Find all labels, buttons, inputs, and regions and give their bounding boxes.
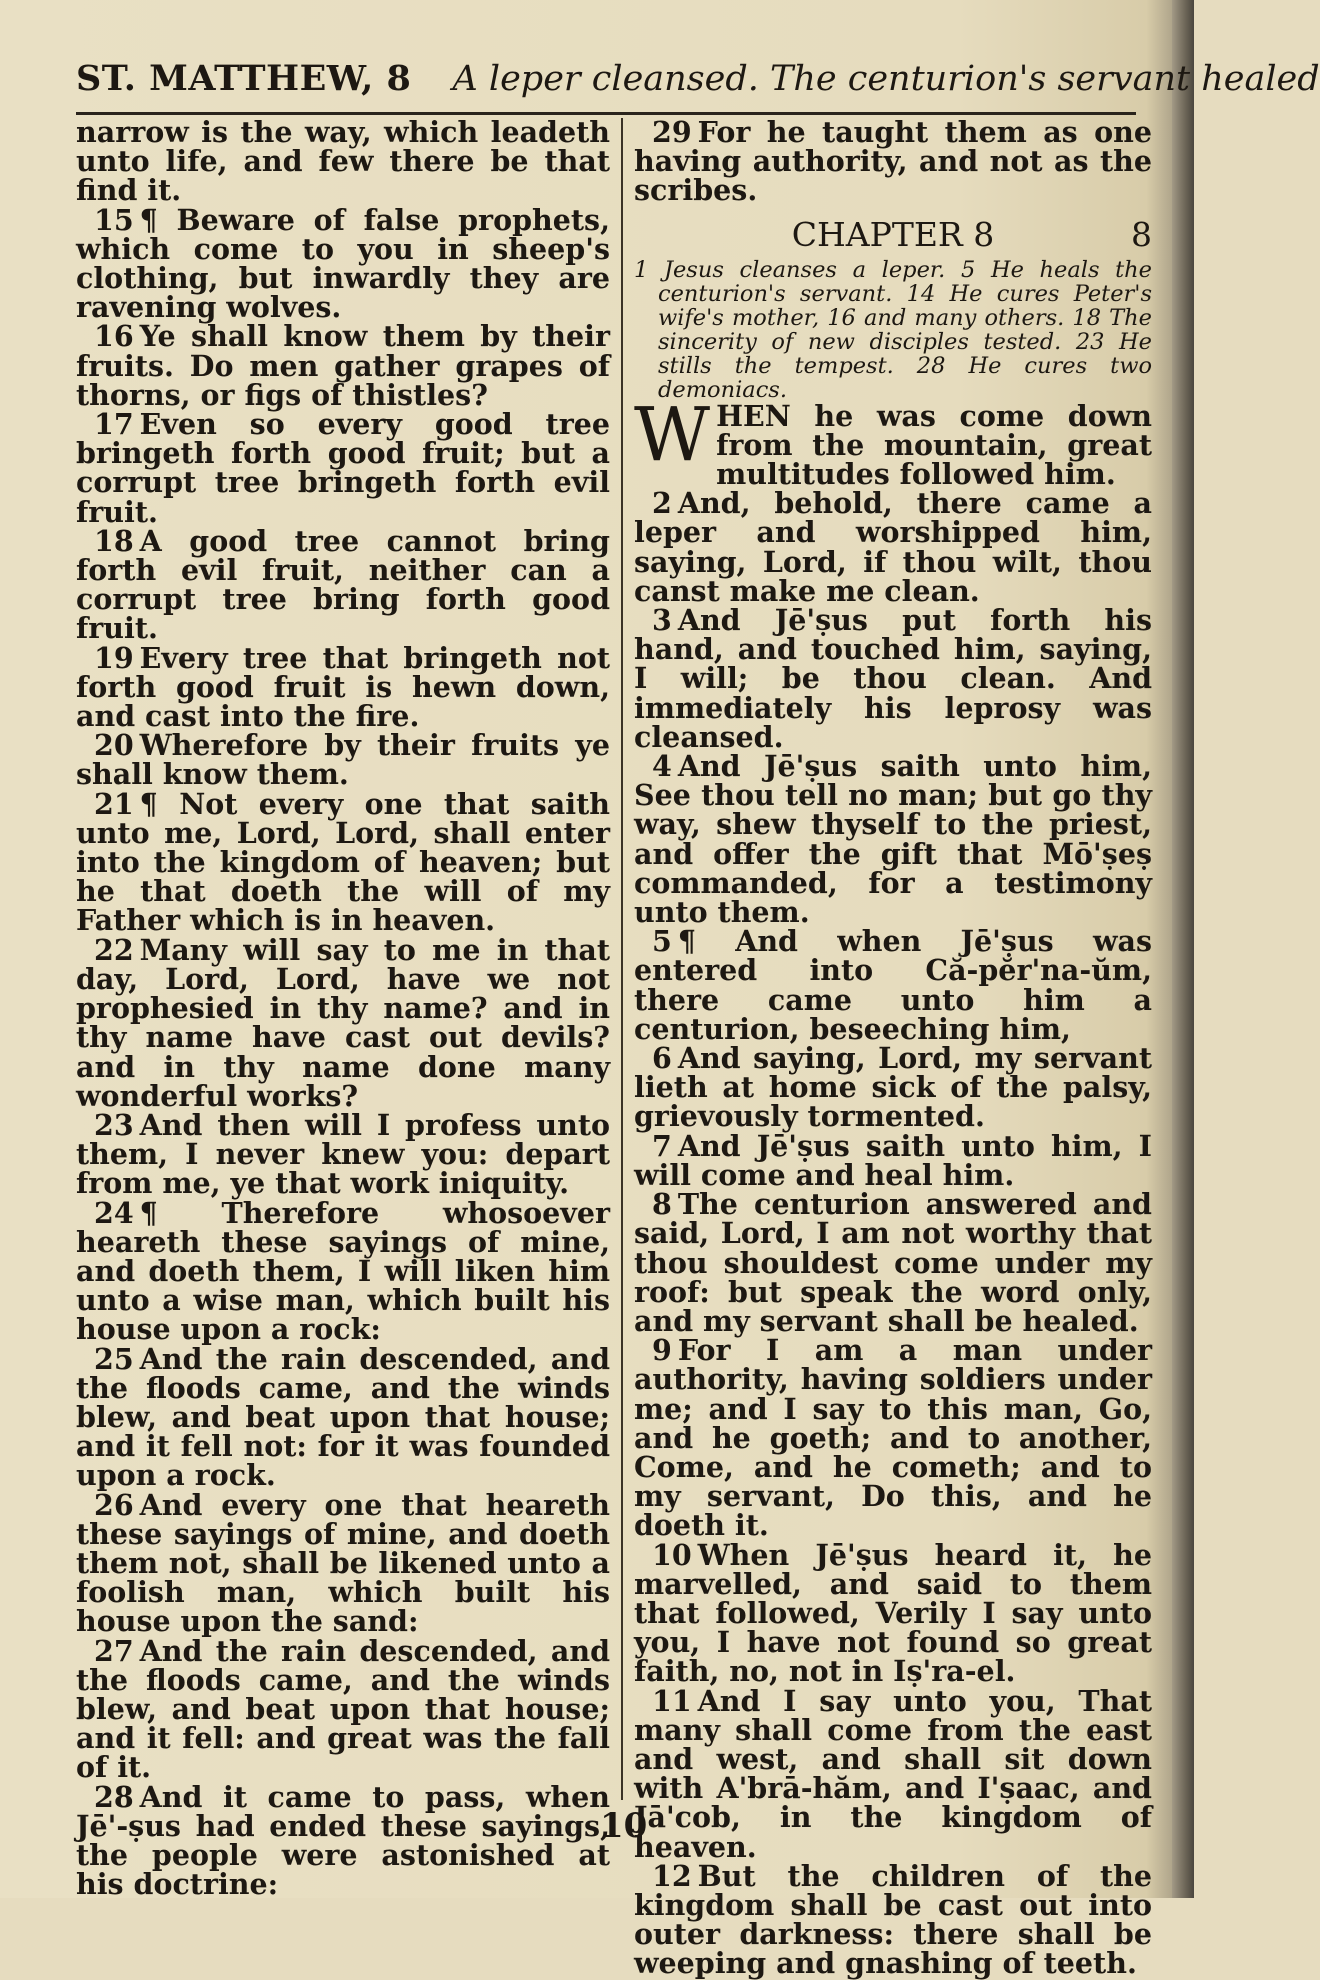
verse-5 xyxy=(634,924,1152,1046)
header-book: ST. MATTHEW, 8 xyxy=(76,58,412,99)
verse-text: ¶ And when Jē'ṣus was entered into Că-pĕr'na-ŭm, there came unto him a centurion, beseeching him, xyxy=(634,924,1152,1046)
verse-10 xyxy=(634,1537,1152,1689)
drop-cap: W xyxy=(634,391,711,478)
verse-text: And Jē'ṣus saith unto him, I will come and heal him. xyxy=(634,1128,1152,1192)
verse-number: 24 xyxy=(94,1195,134,1230)
verse-22 xyxy=(76,932,610,1113)
verse-24 xyxy=(76,1195,610,1347)
verse-number: 8 xyxy=(652,1187,672,1222)
chapter-title: CHAPTER 8 xyxy=(791,214,995,254)
verse-text: And then will I profess unto them, I never knew you: depart from me, ye that work iniquity. xyxy=(76,1107,610,1201)
verse-2 xyxy=(634,486,1152,608)
column-divider xyxy=(621,118,623,1800)
verse-number: 27 xyxy=(94,1633,134,1668)
right-verses xyxy=(634,486,1152,1980)
verse-number: 6 xyxy=(652,1041,672,1076)
verse-text: ¶ Beware of false prophets, which come to you in sheep's clothing, but inwardly they are ravening wolves. xyxy=(76,202,610,325)
verse-text: And I say unto you, That many shall come from the east and west, and shall sit down with A'brā-hăm, and I'ṣaac, and Jā'cob, in the kingdom of heaven. xyxy=(634,1683,1152,1864)
verse-11 xyxy=(634,1683,1152,1864)
verse-text: And it came to pass, when Jē'-ṣus had ended these sayings, the people were astonished at his doctrine: xyxy=(76,1779,610,1902)
verse-12 xyxy=(634,1858,1152,1980)
verse-25 xyxy=(76,1341,610,1493)
verse-number: 9 xyxy=(652,1333,672,1368)
verse-text: For he taught them as one having authority, and not as the scribes. xyxy=(634,115,1152,208)
verse-text: For I am a man under authority, having soldiers under me; and I say to this man, Go, and he goeth; and to another, Come, and he cometh; and to my servant, Do this, and he doeth it. xyxy=(634,1333,1152,1543)
verse-18 xyxy=(76,523,610,646)
verse-4 xyxy=(634,749,1152,930)
chapter-summary: 1 Jesus cleanses a leper. 5 He heals the centurion's servant. 14 He cures Peter's wife's mother, 16 and many others. 18 The sincerity of new disciples tested. 23 He stills the tempest. 28 He cures two demoniacs. xyxy=(634,256,1152,403)
verse-9 xyxy=(634,1333,1152,1543)
left-column xyxy=(76,115,610,1902)
verse-19 xyxy=(76,640,610,734)
running-header xyxy=(76,58,1320,108)
verse-15 xyxy=(76,202,610,325)
verse-number: 21 xyxy=(94,786,134,821)
verse-number: 10 xyxy=(652,1537,692,1572)
verse-28 xyxy=(76,1779,610,1902)
verse-text: ¶ Not every one that saith unto me, Lord, Lord, shall enter into the kingdom of heaven; but he that doeth the will of my Father which is in heaven. xyxy=(76,786,610,938)
verse-text: And, behold, there came a leper and worshipped him, saying, Lord, if thou wilt, thou canst make me clean. xyxy=(634,486,1152,608)
verse-3 xyxy=(634,603,1152,754)
page-number: 10 xyxy=(600,1806,648,1846)
verse-20 xyxy=(76,728,610,792)
verse-26 xyxy=(76,1487,610,1639)
verse-number: 18 xyxy=(94,523,134,558)
verse-23 xyxy=(76,1107,610,1201)
verse-number: 20 xyxy=(94,728,134,763)
verse-16 xyxy=(76,319,610,412)
verse-8 xyxy=(634,1187,1152,1338)
chapter-number: 8 xyxy=(1131,214,1152,254)
verse-text: When Jē'ṣus heard it, he marvelled, and said to them that followed, Verily I say unto you, I have not found so great faith, no, not in Iṣ'ra-el. xyxy=(634,1537,1152,1689)
verse-number: 12 xyxy=(652,1858,692,1893)
right-column xyxy=(634,115,1152,1980)
verse-6 xyxy=(634,1041,1152,1134)
verse-text: narrow is the way, which leadeth unto life, and few there be that find it. xyxy=(76,115,610,208)
verse-number: 19 xyxy=(94,640,134,675)
verse-text: A good tree cannot bring forth evil fruit, neither can a corrupt tree bring forth good fruit. xyxy=(76,523,610,646)
verse-number: 2 xyxy=(652,486,672,521)
verse-number: 11 xyxy=(652,1683,692,1718)
verse-number: 7 xyxy=(652,1128,672,1163)
verse-21 xyxy=(76,786,610,938)
verse-number: 5 xyxy=(652,924,672,959)
page-gutter-shadow xyxy=(1172,0,1194,1898)
verse-17 xyxy=(76,407,610,529)
verse-text: And the rain descended, and the floods came, and the winds blew, and beat upon that house; and it fell not: for it was founded upon a rock. xyxy=(76,1341,610,1493)
verse-number: 17 xyxy=(94,407,134,442)
chapter-heading xyxy=(634,214,1152,256)
verse-text: But the children of the kingdom shall be cast out into outer darkness: there shall be weeping and gnashing of teeth. xyxy=(634,1858,1152,1980)
verse-number: 23 xyxy=(94,1107,134,1142)
verse-text: ¶ Therefore whosoever heareth these sayings of mine, and doeth them, I will liken him unto a wise man, which built his house upon a rock: xyxy=(76,1195,610,1347)
verse-27 xyxy=(76,1633,610,1785)
verse-7 xyxy=(634,1128,1152,1192)
verse-number: 4 xyxy=(652,749,672,784)
verse-29 xyxy=(634,115,1152,208)
verse-number: 22 xyxy=(94,932,134,967)
verse-continuation xyxy=(76,115,610,208)
header-subtitle: A leper cleansed. The centurion's servant healed xyxy=(452,59,1320,99)
verse-text: HEN he was come down from the mountain, great multitudes followed him. xyxy=(716,398,1152,492)
verse-number: 3 xyxy=(652,603,672,638)
verse-number: 25 xyxy=(94,1341,134,1376)
verse-number: 16 xyxy=(94,319,134,354)
verse-text: Every tree that bringeth not forth good fruit is hewn down, and cast into the fire. xyxy=(76,640,610,734)
verse-number: 15 xyxy=(94,202,134,237)
verse-text: And Jē'ṣus saith unto him, See thou tell no man; but go thy way, shew thyself to the priest, and offer the gift that Mō'ṣeṣ commanded, for a testimony unto them. xyxy=(634,749,1152,930)
verse-1 xyxy=(634,391,1152,492)
verse-text: And saying, Lord, my servant lieth at home sick of the palsy, grievously tormented. xyxy=(634,1041,1152,1134)
verse-text: Many will say to me in that day, Lord, Lord, have we not prophesied in thy name? and in thy name have cast out devils? and in thy name done many wonderful works? xyxy=(76,932,610,1113)
verse-number: 26 xyxy=(94,1487,134,1522)
verse-number: 29 xyxy=(652,115,692,149)
verse-text: And the rain descended, and the floods came, and the winds blew, and beat upon that house; and it fell: and great was the fall of it. xyxy=(76,1633,610,1785)
verse-text: Ye shall know them by their fruits. Do men gather grapes of thorns, or figs of thistles? xyxy=(76,319,610,412)
verse-text: Wherefore by their fruits ye shall know them. xyxy=(76,728,610,792)
verse-text: And Jē'ṣus put forth his hand, and touched him, saying, I will; be thou clean. And immediately his leprosy was cleansed. xyxy=(634,603,1152,754)
verse-number: 28 xyxy=(94,1779,134,1814)
verse-text: The centurion answered and said, Lord, I am not worthy that thou shouldest come under my roof: but speak the word only, and my servant shall be healed. xyxy=(634,1187,1152,1338)
verse-text: And every one that heareth these sayings of mine, and doeth them not, shall be likened unto a foolish man, which built his house upon the sand: xyxy=(76,1487,610,1639)
verse-text: Even so every good tree bringeth forth good fruit; but a corrupt tree bringeth forth evil fruit. xyxy=(76,407,610,529)
